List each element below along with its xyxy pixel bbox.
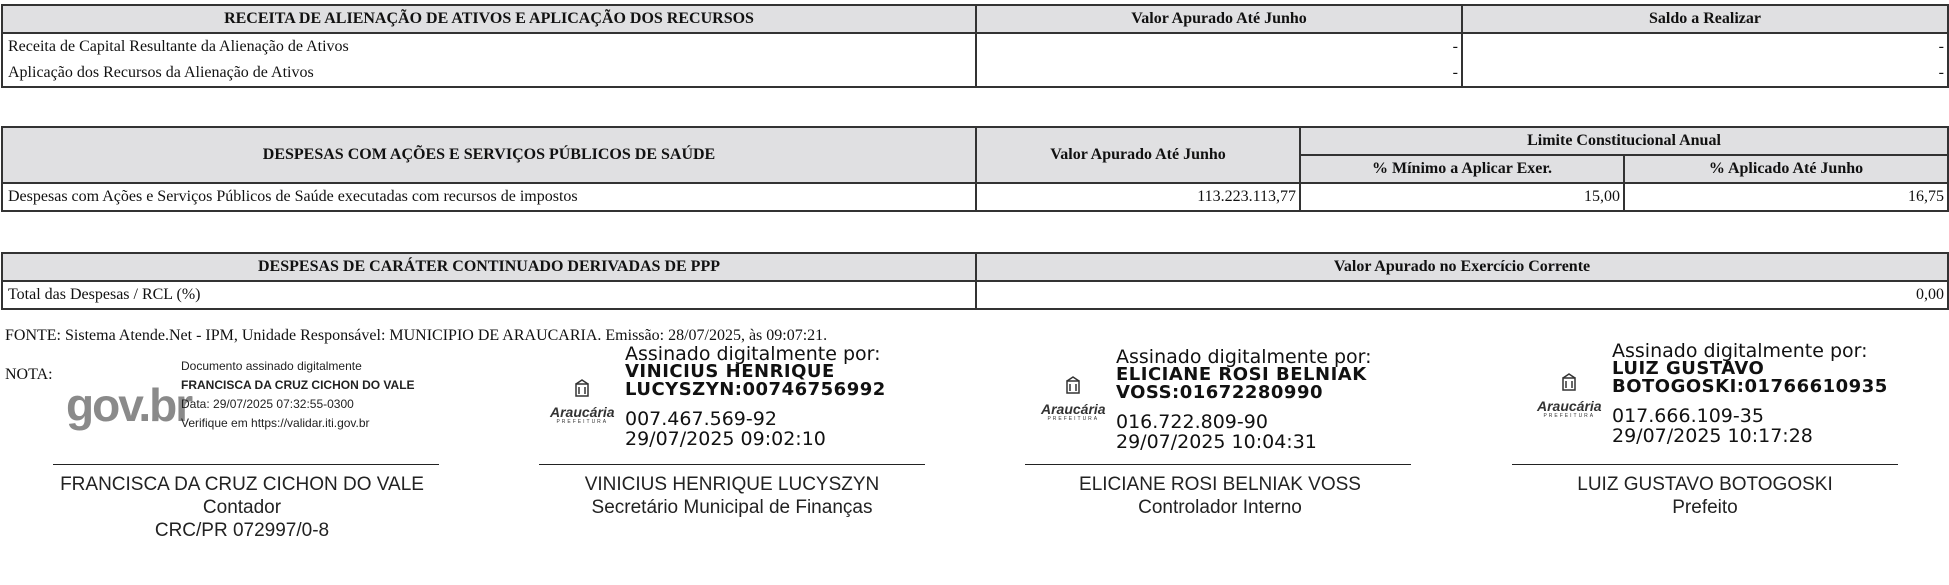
signer-name: ELICIANE ROSI BELNIAK VOSS [1079, 474, 1361, 495]
header-balance: Saldo a Realizar [1462, 5, 1948, 33]
signature-name-line1: VINICIUS HENRIQUE [625, 361, 835, 382]
signer-eliciane [1010, 473, 1430, 519]
header-ppp-spending: DESPESAS DE CARÁTER CONTINUADO DERIVADAS DE PPP [2, 253, 976, 281]
govbr-line3: Data: 29/07/2025 07:32:55-0300 [181, 397, 354, 411]
signature-date: 29/07/2025 10:17:28 [1612, 425, 1813, 447]
logo-word: Araucária [1537, 398, 1602, 414]
digital-signature-eliciane [1116, 348, 1372, 452]
araucaria-logo [550, 378, 615, 425]
signature-name-line2: BOTOGOSKI:01766610935 [1612, 376, 1888, 397]
logo-word: Araucária [1041, 401, 1106, 417]
signer-name: VINICIUS HENRIQUE LUCYSZYN [584, 474, 880, 495]
signer-role: Controlador Interno [1138, 497, 1302, 518]
signature-date: 29/07/2025 09:02:10 [625, 428, 826, 450]
row-balance-resource-application: - [1462, 60, 1948, 87]
row-minimum-health: 15,00 [1300, 183, 1624, 211]
signature-name-line1: ELICIANE ROSI BELNIAK [1116, 364, 1367, 385]
govbr-line4: Verifique em https://validar.iti.gov.br [181, 416, 370, 430]
signature-title: Assinado digitalmente por: [1612, 340, 1868, 362]
signer-luiz [1495, 473, 1915, 519]
signer-registration: CRC/PR 072997/0-8 [154, 520, 330, 541]
source-note: FONTE: Sistema Atende.Net - IPM, Unidade Responsável: MUNICIPIO DE ARAUCARIA. Emissão: 28/07/2025, às 09:07:21. [5, 327, 828, 344]
signature-cpf: 016.722.809-90 [1116, 411, 1268, 433]
asset-disposal-table [1, 4, 1949, 88]
govbr-line2: FRANCISCA DA CRUZ CICHON DO VALE [181, 378, 415, 392]
signer-name: LUIZ GUSTAVO BOTOGOSKI [1577, 474, 1833, 495]
araucaria-logo [1537, 372, 1602, 419]
header-minimum-percent: % Mínimo a Aplicar Exer. [1300, 155, 1624, 183]
row-applied-health: 16,75 [1624, 183, 1948, 211]
signature-cpf: 017.666.109-35 [1612, 405, 1764, 427]
signature-line [539, 464, 925, 465]
govbr-line1: Documento assinado digitalmente [181, 359, 362, 373]
signature-line [53, 464, 439, 465]
signature-line [1512, 464, 1898, 465]
signer-francisca [32, 473, 452, 542]
digital-signature-vinicius [625, 345, 886, 449]
row-value-capital-revenue: - [976, 33, 1462, 60]
signature-title: Assinado digitalmente por: [1116, 346, 1372, 368]
digital-signature-luiz [1612, 342, 1888, 446]
row-value-health: 113.223.113,77 [976, 183, 1300, 211]
govbr-logo: gov.br [66, 379, 192, 431]
signature-cpf: 007.467.569-92 [625, 408, 777, 430]
row-balance-capital-revenue: - [1462, 33, 1948, 60]
logo-sub: PREFEITURA [1047, 416, 1100, 422]
row-label-resource-application: Aplicação dos Recursos da Alienação de Ativos [2, 60, 976, 87]
signature-line [1025, 464, 1411, 465]
ppp-spending-table [1, 252, 1949, 310]
header-constitutional-limit: Limite Constitucional Anual [1300, 127, 1948, 155]
row-value-ppp: 0,00 [976, 281, 1948, 309]
signature-date: 29/07/2025 10:04:31 [1116, 431, 1317, 453]
header-asset-disposal: RECEITA DE ALIENAÇÃO DE ATIVOS E APLICAÇÃO DOS RECURSOS [2, 5, 976, 33]
signer-name: FRANCISCA DA CRUZ CICHON DO VALE [60, 474, 424, 495]
row-value-resource-application: - [976, 60, 1462, 87]
health-spending-table [1, 126, 1949, 212]
signature-name-line2: LUCYSZYN:00746756992 [625, 379, 886, 400]
govbr-signature-block [181, 357, 415, 433]
row-label-ppp: Total das Despesas / RCL (%) [2, 281, 976, 309]
header-value-current: Valor Apurado no Exercício Corrente [976, 253, 1948, 281]
signer-role: Secretário Municipal de Finanças [591, 497, 873, 518]
row-label-capital-revenue: Receita de Capital Resultante da Alienação de Ativos [2, 33, 976, 60]
logo-sub: PREFEITURA [556, 419, 609, 425]
nota-label: NOTA: [5, 366, 53, 383]
logo-sub: PREFEITURA [1543, 413, 1596, 419]
city-crest-icon [1062, 375, 1084, 397]
signature-title: Assinado digitalmente por: [625, 343, 881, 365]
signature-name-line1: LUIZ GUSTAVO [1612, 358, 1765, 379]
signer-vinicius [522, 473, 942, 519]
header-health-spending: DESPESAS COM AÇÕES E SERVIÇOS PÚBLICOS DE SAÚDE [2, 127, 976, 183]
signer-role: Prefeito [1672, 497, 1738, 518]
logo-word: Araucária [550, 404, 615, 420]
city-crest-icon [1558, 372, 1580, 394]
signature-name-line2: VOSS:01672280990 [1116, 382, 1324, 403]
header-value-june: Valor Apurado Até Junho [976, 127, 1300, 183]
row-label-health: Despesas com Ações e Serviços Públicos de Saúde executadas com recursos de impostos [2, 183, 976, 211]
araucaria-logo [1041, 375, 1106, 422]
signer-role: Contador [202, 497, 282, 518]
header-value-june: Valor Apurado Até Junho [976, 5, 1462, 33]
header-applied-percent: % Aplicado Até Junho [1624, 155, 1948, 183]
city-crest-icon [571, 378, 593, 400]
